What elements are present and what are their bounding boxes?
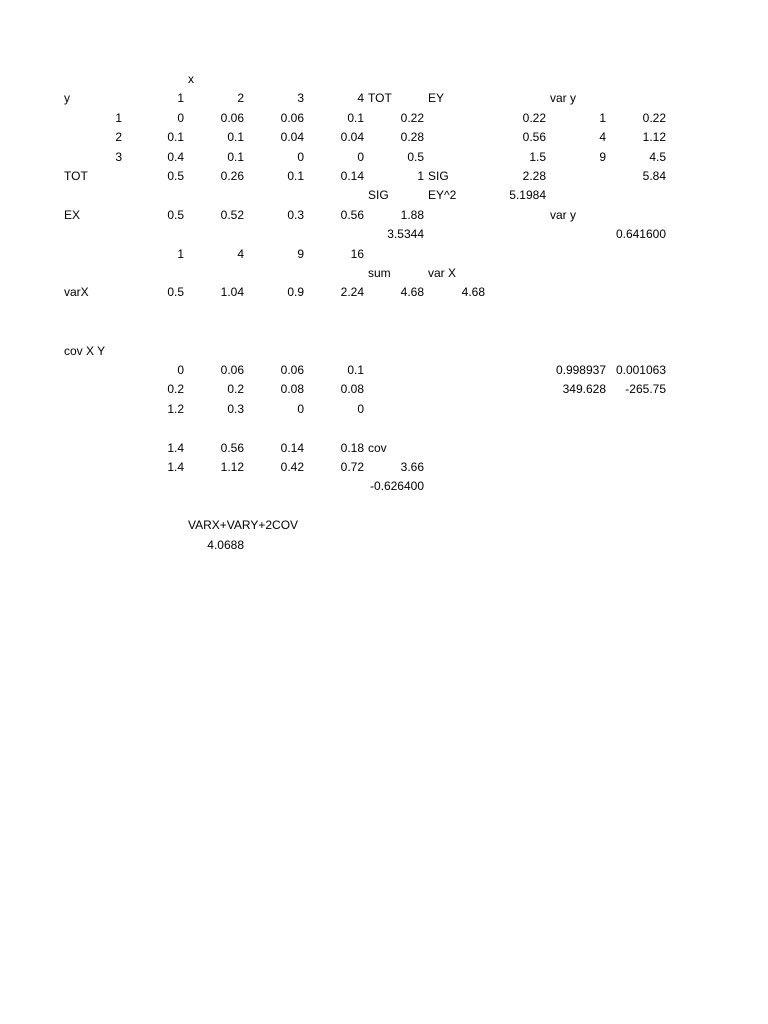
cell-r3-F: 0.1 xyxy=(347,110,364,125)
cell-r18-E: 0 xyxy=(297,401,304,416)
cell-r5-C: 0.4 xyxy=(167,149,184,164)
cell-r16-C: 0 xyxy=(177,363,184,377)
cell-r20-F: 0.18 xyxy=(340,440,364,455)
cell-r16-J: 0.998937 xyxy=(555,363,606,377)
cell-r7-G: SIG xyxy=(368,188,389,203)
cell-r3-D: 0.06 xyxy=(220,110,244,125)
cell-r10-F: 16 xyxy=(350,246,364,261)
cell-r4-J: 4 xyxy=(599,130,606,145)
cell-r20-C: 1.4 xyxy=(167,440,184,455)
cell-r2-E: 3 xyxy=(297,91,304,106)
cell-r22-G: -0.626400 xyxy=(369,479,424,494)
cell-r7-H: EY^2 xyxy=(428,188,457,203)
cell-r21-C: 1.4 xyxy=(167,460,184,474)
cell-r12-H: 4.68 xyxy=(461,285,485,300)
cell-r8-F: 0.56 xyxy=(340,207,364,222)
cell-r4-G: 0.28 xyxy=(400,130,424,145)
cell-r24-D: VARX+VARY+2COV xyxy=(188,518,299,533)
cell-r5-J: 9 xyxy=(599,149,606,164)
cell-r2-H: EY xyxy=(428,91,445,106)
cell-r17-K: -265.75 xyxy=(625,382,666,397)
cell-r6-G: 1 xyxy=(417,169,424,183)
cell-r8-C: 0.5 xyxy=(167,207,184,222)
cell-r6-E: 0.1 xyxy=(287,169,304,183)
cell-r4-E: 0.04 xyxy=(280,130,304,145)
cell-r6-D: 0.26 xyxy=(220,169,244,183)
cell-r10-D: 4 xyxy=(237,246,244,261)
cell-r3-G: 0.22 xyxy=(400,110,424,125)
cell-r20-D: 0.56 xyxy=(220,440,244,455)
cell-r5-E: 0 xyxy=(297,149,304,164)
cell-r3-B: 1 xyxy=(115,110,122,125)
cell-r6-C: 0.5 xyxy=(167,169,184,183)
cell-r5-F: 0 xyxy=(357,149,364,164)
cell-r16-D: 0.06 xyxy=(220,363,244,377)
cell-r2-C: 1 xyxy=(177,91,184,106)
cell-r17-D: 0.2 xyxy=(227,382,244,397)
cell-r11-H: var X xyxy=(428,266,457,280)
cell-r16-E: 0.06 xyxy=(280,363,304,377)
cell-r6-K: 5.84 xyxy=(642,169,666,183)
cell-r5-B: 3 xyxy=(115,149,122,164)
cell-r10-C: 1 xyxy=(177,246,184,261)
cell-r4-B: 2 xyxy=(115,130,122,145)
cell-r21-G: 3.66 xyxy=(400,460,424,474)
cell-r4-F: 0.04 xyxy=(340,130,364,145)
cell-r20-E: 0.14 xyxy=(280,440,304,455)
cell-r17-J: 349.628 xyxy=(562,382,606,397)
cell-r1-D: x xyxy=(188,72,194,86)
cell-r17-F: 0.08 xyxy=(340,382,364,397)
cell-r12-D: 1.04 xyxy=(220,285,244,300)
cell-r18-F: 0 xyxy=(357,401,364,416)
cell-r6-H: SIG xyxy=(428,169,449,183)
cell-r10-E: 9 xyxy=(297,246,304,261)
cell-r4-C: 0.1 xyxy=(167,130,184,145)
cell-r25-D: 4.0688 xyxy=(207,537,244,552)
cell-r8-G: 1.88 xyxy=(400,207,424,222)
cell-r2-D: 2 xyxy=(237,91,244,106)
cell-r12-E: 0.9 xyxy=(287,285,304,300)
cell-r17-C: 0.2 xyxy=(167,382,184,397)
cell-r5-K: 4.5 xyxy=(649,149,666,164)
cell-r2-J: var y xyxy=(550,91,577,106)
cell-r5-I: 1.5 xyxy=(529,149,546,164)
cell-r12-C: 0.5 xyxy=(167,285,184,300)
cell-r8-A: EX xyxy=(64,207,81,222)
cell-r12-G: 4.68 xyxy=(400,285,424,300)
cell-r2-G: TOT xyxy=(368,91,392,106)
cell-r7-I: 5.1984 xyxy=(509,188,546,203)
cell-r6-I: 2.28 xyxy=(522,169,546,183)
cell-r3-K: 0.22 xyxy=(642,110,666,125)
cell-r6-A: TOT xyxy=(64,169,88,183)
cell-r4-D: 0.1 xyxy=(227,130,244,145)
cell-r8-E: 0.3 xyxy=(287,207,304,222)
cell-r2-F: 4 xyxy=(357,91,364,106)
cell-r5-G: 0.5 xyxy=(407,149,424,164)
cell-r21-E: 0.42 xyxy=(280,460,304,474)
cell-r8-J: var y xyxy=(550,207,577,222)
cell-r20-G: cov xyxy=(368,440,387,455)
cell-r18-D: 0.3 xyxy=(227,401,244,416)
cell-r3-C: 0 xyxy=(177,110,184,125)
cell-r21-D: 1.12 xyxy=(220,460,244,474)
cell-r4-K: 1.12 xyxy=(642,130,666,145)
cell-r15-B: cov X Y xyxy=(64,343,106,358)
cell-r8-D: 0.52 xyxy=(220,207,244,222)
cell-r5-D: 0.1 xyxy=(227,149,244,164)
cell-r17-E: 0.08 xyxy=(280,382,304,397)
cell-r3-J: 1 xyxy=(599,110,606,125)
cell-r9-K: 0.641600 xyxy=(615,227,666,242)
cell-r12-A: varX xyxy=(64,285,89,300)
cell-r6-F: 0.14 xyxy=(340,169,364,183)
cell-r18-C: 1.2 xyxy=(167,401,184,416)
cell-r11-G: sum xyxy=(368,266,391,280)
cell-r3-E: 0.06 xyxy=(280,110,304,125)
cell-r4-I: 0.56 xyxy=(522,130,546,145)
cell-r21-F: 0.72 xyxy=(340,460,364,474)
cell-r2-A: y xyxy=(64,91,70,106)
cell-r9-G: 3.5344 xyxy=(387,227,424,242)
cell-r16-K: 0.001063 xyxy=(615,363,666,377)
cell-r16-F: 0.1 xyxy=(347,363,364,377)
cell-r12-F: 2.24 xyxy=(340,285,364,300)
cell-r3-I: 0.22 xyxy=(522,110,546,125)
